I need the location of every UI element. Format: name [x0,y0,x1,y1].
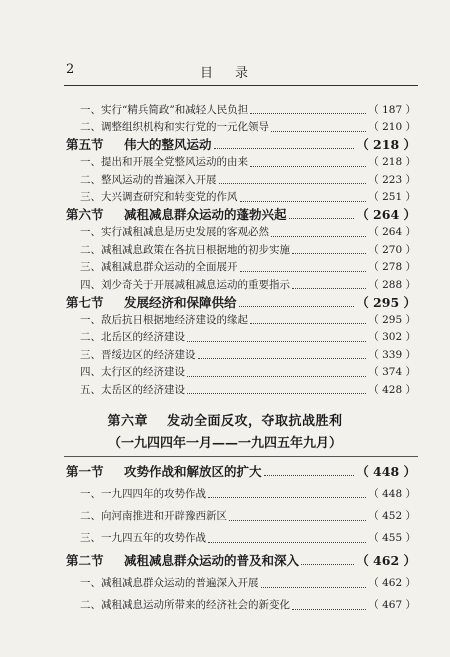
chapter-number: 第六章 [107,414,148,429]
toc-entry-label [66,462,262,480]
toc-entry-page: （ 251 ） [368,191,416,203]
dot-leader [289,209,355,219]
toc-entry-number: 三、 [80,261,101,273]
toc-subsection-entry [66,310,416,328]
toc-subsection-entry [66,484,416,502]
toc-entry-label [66,135,212,153]
toc-entry-page: （ 187 ） [368,103,416,116]
toc-subsection-entry [66,258,416,276]
toc-entry-title: 整风运动的普遍深入开展 [101,173,217,186]
toc-entry-title: 实行减租减息是历史发展的客观必然 [101,226,269,238]
dot-leader [208,488,366,498]
toc-entry-label [80,102,248,117]
toc-entry-label [80,224,269,239]
toc-entry-number: 二、 [80,173,101,186]
toc-entry-label [80,364,185,379]
toc-entry-number: 四、 [80,366,101,378]
toc-entry-title: 攻势作战和解放区的扩大 [124,464,262,479]
toc-subsection-entry [66,574,416,592]
dot-leader [187,332,366,342]
toc-subsection-entry [66,275,416,293]
toc-section-entry [66,551,416,569]
toc-entry-page: （ 288 ） [368,278,416,291]
toc-entry-page: （ 278 ） [368,261,416,273]
toc-entry-number: 第六节 [66,207,104,222]
toc-entry-title: 减租减息群众运动的普及和深入 [124,553,300,569]
toc-entry-number: 二、 [80,121,101,133]
toc-entry-number: 一、 [80,103,101,116]
toc-subsection-entry [66,507,416,525]
toc-subsection-entry [66,345,416,363]
page-number: 2 [66,62,75,77]
toc-entry-title: 实行“精兵简政”和减轻人民负担 [101,103,249,116]
dot-leader [229,511,366,521]
toc-subsection-entry [66,380,416,398]
dot-leader [264,466,355,476]
toc-entry-label [80,312,248,327]
toc-entry-title: 太行区的经济建设 [101,366,185,378]
toc-subsection-entry [66,153,416,171]
toc-entry-label [80,277,290,292]
toc-subsection-entry [66,170,416,188]
toc-section-entry [66,293,416,311]
toc-entry-label [80,119,269,134]
toc-entry-title: 向河南推进和开辟豫西新区 [101,510,227,523]
chapter-dates: （一九四四年一月——一九四五年九月） [107,436,342,451]
toc-entry-number: 第五节 [66,137,104,152]
dot-leader [250,314,366,324]
toc-subsection-entry [66,100,416,118]
page-title: 目录 [200,66,271,81]
toc-subsection-entry [66,240,416,258]
toc-subsection-entry [66,596,416,614]
toc-entry-page: （ 462 ） [368,577,416,589]
toc-entry-page: （ 374 ） [368,366,416,378]
toc-entry-number: 二、 [80,331,101,343]
toc-entry-page: （ 264 ） [368,226,416,238]
toc-entry-number: 一、 [80,156,101,168]
toc-entry-page: （ 428 ） [368,383,416,396]
toc-entry-title: 伟大的整风运动 [124,137,212,152]
toc-entry-page: （ 339 ） [368,348,416,361]
header-divider [64,85,418,86]
chapter-heading [0,410,450,429]
toc-subsection-entry [66,223,416,241]
toc-entry-label [80,382,185,397]
chapter-divider [64,456,418,457]
toc-subsection-entry [66,529,416,547]
toc-entry-number: 第一节 [66,464,104,479]
dot-leader [301,555,354,565]
toc-entry-page: （ 223 ） [368,173,416,186]
toc-entry-title: 减租减息政策在各抗日根据地的初步实施 [101,243,290,256]
toc-entry-number: 一、 [80,577,101,589]
toc-entry-title: 太岳区的经济建设 [101,383,185,396]
dot-leader [292,244,366,254]
page-header [0,62,450,80]
toc-entry-page: （ 264 ） [356,207,416,222]
toc-entry-number: 四、 [80,278,101,291]
dot-leader [239,297,355,307]
dot-leader [187,367,366,377]
toc-entry-number: 二、 [80,243,101,256]
toc-entry-title: 调整组织机构和实行党的一元化领导 [101,121,269,133]
toc-entry-number: 一、 [80,226,101,238]
toc-entry-number: 三、 [80,532,101,545]
toc-section-entry [66,205,416,223]
dot-leader [214,139,355,149]
toc-section-entry [66,462,416,480]
toc-entry-label [80,189,238,204]
toc-entry-number: 一、 [80,487,101,500]
toc-entry-number: 二、 [80,599,101,612]
toc-entry-label [80,154,248,169]
toc-entry-title: 刘少奇关于开展减租减息运动的重要指示 [101,278,290,291]
dot-leader [219,174,367,184]
toc-entry-label [80,597,290,612]
toc-subsection-entry [66,188,416,206]
toc-entry-title: 大兴调查研究和转变党的作风 [101,191,238,203]
toc-subsection-entry [66,363,416,381]
toc-section-entry [66,135,416,153]
toc-entry-title: 减租减息运动所带来的经济社会的新变化 [101,599,290,612]
toc-entry-title: 北岳区的经济建设 [101,331,185,343]
toc-entry-number: 五、 [80,383,101,396]
toc-entry-label [80,329,185,344]
dot-leader [208,533,366,543]
toc-entry-title: 敌后抗日根据地经济建设的缘起 [101,313,248,326]
toc-entry-page: （ 218 ） [368,156,416,168]
toc-entry-page: （ 448 ） [368,487,416,500]
toc-entry-page: （ 218 ） [356,137,416,152]
toc-entry-label [80,259,238,274]
toc-entry-label [80,508,227,523]
toc-entry-page: （ 462 ） [356,553,416,569]
dot-leader [292,600,366,610]
toc-entry-title: 减租减息群众运动的蓬勃兴起 [124,207,287,222]
toc-entry-page: （ 302 ） [368,331,416,343]
toc-entry-page: （ 295 ） [368,313,416,326]
toc-entry-number: 第七节 [66,294,104,310]
toc-entry-page: （ 210 ） [368,121,416,133]
toc-entry-page: （ 448 ） [356,464,416,479]
toc-subsection-entry [66,328,416,346]
dot-leader [250,104,366,114]
toc-entry-page: （ 270 ） [368,243,416,256]
toc-entry-page: （ 295 ） [356,294,416,310]
toc-entry-title: 发展经济和保障供给 [124,294,237,310]
toc-entry-page: （ 455 ） [368,532,416,545]
toc-entry-title: 减租减息群众运动的全面展开 [101,261,238,273]
toc-entry-number: 三、 [80,348,101,361]
toc-entry-label [80,172,217,187]
toc-entry-label [66,205,287,223]
toc-subsection-entry [66,118,416,136]
toc-entry-title: 一九四四年的攻势作战 [101,487,206,500]
toc-entry-label [80,242,290,257]
toc-entry-label [66,551,299,569]
dot-leader [187,384,366,394]
toc-entry-number: 一、 [80,313,101,326]
dot-leader [240,262,367,272]
dot-leader [250,157,366,167]
toc-entry-number: 第二节 [66,553,104,569]
dot-leader [261,578,367,588]
toc-entry-page: （ 467 ） [368,599,416,612]
dot-leader [271,122,366,132]
toc-entry-number: 三、 [80,191,101,203]
toc-entry-page: （ 452 ） [368,510,416,523]
dot-leader [240,192,367,202]
toc-entry-title: 晋绥边区的经济建设 [101,348,196,361]
dot-leader [271,227,366,237]
dot-leader [198,349,367,359]
toc-entry-number: 二、 [80,510,101,523]
toc-entry-label [66,293,237,311]
chapter-title: 发动全面反攻，夺取抗战胜利 [167,414,343,429]
toc-entry-title: 减租减息群众运动的普遍深入开展 [101,577,259,589]
toc-entry-title: 一九四五年的攻势作战 [101,532,206,545]
toc-entry-label [80,575,259,590]
dot-leader [292,279,366,289]
toc-entry-title: 提出和开展全党整风运动的由来 [101,156,248,168]
toc-entry-label [80,347,196,362]
toc-entry-label [80,486,206,501]
toc-entry-label [80,530,206,545]
